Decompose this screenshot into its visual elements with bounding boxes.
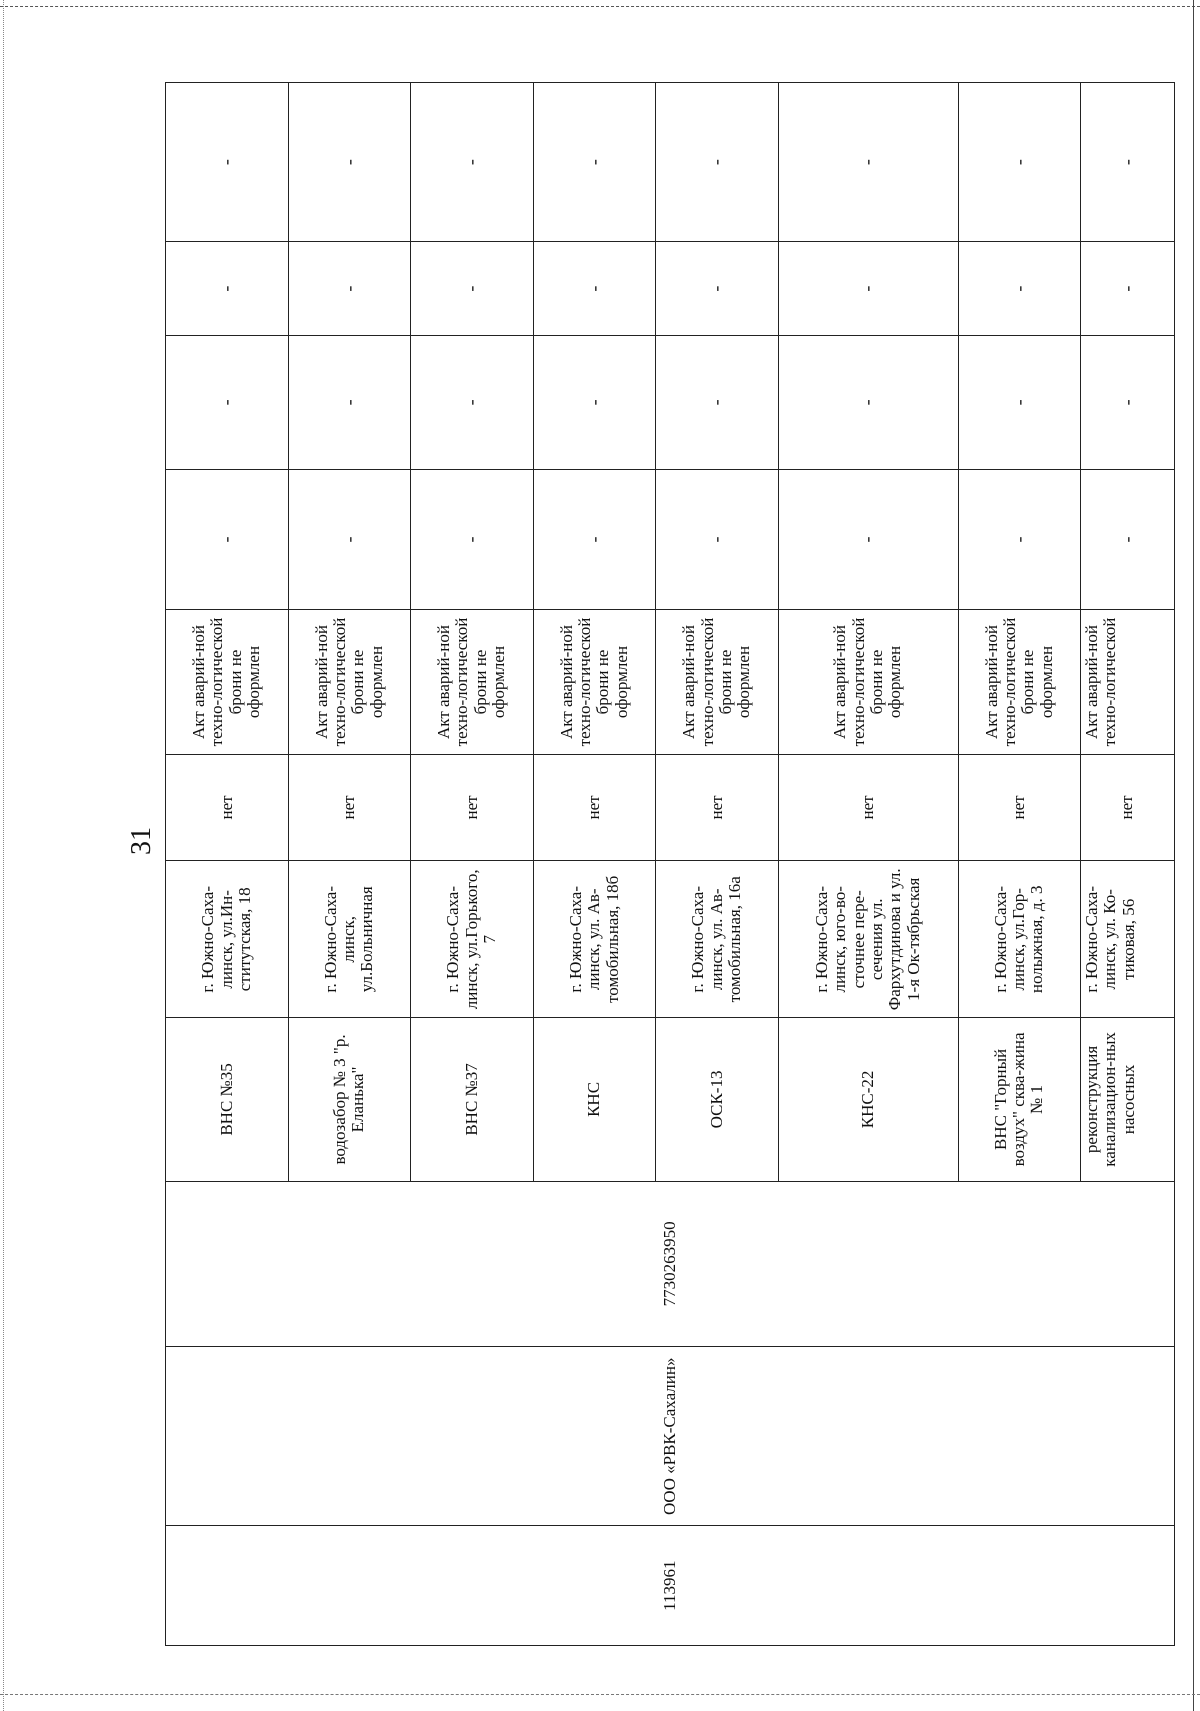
cell-address: [778, 861, 958, 1018]
dash-value: -: [216, 159, 237, 166]
cell-note: [288, 610, 411, 754]
cell-empty-3: [656, 242, 779, 336]
cell-flag: [778, 754, 958, 861]
note-text: Акт аварий-ной техно-логической: [1082, 617, 1120, 747]
cell-empty-4: [533, 83, 656, 242]
cell-empty-2: [533, 336, 656, 469]
cell-empty-4: [656, 83, 779, 242]
cell-empty-3: [958, 242, 1081, 336]
cell-flag: [656, 754, 779, 861]
cell-empty-3: [1081, 242, 1175, 336]
dash-value: -: [706, 285, 727, 292]
cell-empty-3: [778, 242, 958, 336]
note-text: Акт аварий-ной техно-логической брони не оформлен: [311, 617, 386, 747]
dash-value: -: [1008, 399, 1029, 406]
note-text: Акт аварий-ной техно-логической брони не оформлен: [981, 617, 1056, 747]
dash-value: -: [583, 159, 604, 166]
dash-value: -: [706, 159, 727, 166]
dash-value: -: [583, 399, 604, 406]
object-address: г. Южно-Саха-линск, ул. Ав-томобильная, 18б: [565, 875, 622, 1003]
dash-value: -: [461, 159, 482, 166]
dash-value: -: [1116, 159, 1137, 166]
dash-value: -: [706, 536, 727, 543]
object-name: КНС: [584, 1081, 604, 1117]
table-frame: [165, 82, 1175, 1646]
flag-value: нет: [1009, 795, 1029, 820]
reg-number: 113961: [659, 1560, 679, 1611]
dash-value: -: [583, 285, 604, 292]
cell-empty-4: [166, 83, 289, 242]
cell-empty-1: [166, 469, 289, 610]
cell-empty-3: [288, 242, 411, 336]
rotated-table-container: [165, 82, 1175, 1646]
dash-value: -: [857, 159, 878, 166]
flag-value: нет: [339, 795, 359, 820]
dash-value: -: [857, 285, 878, 292]
dash-value: -: [1008, 536, 1029, 543]
flag-value: нет: [1117, 795, 1137, 820]
dash-value: -: [216, 399, 237, 406]
cell-note: [533, 610, 656, 754]
object-address: г. Южно-Саха-линск, ул.Ин-ститутская, 18: [198, 886, 254, 993]
cell-note: [411, 610, 534, 754]
flag-value: нет: [216, 795, 236, 820]
cell-object: [778, 1018, 958, 1181]
dash-value: -: [216, 536, 237, 543]
scan-edge-bottom: [0, 1694, 1200, 1696]
cell-empty-4: [411, 83, 534, 242]
cell-empty-3: [533, 242, 656, 336]
cell-inn: [166, 1181, 1175, 1346]
page-number: 31: [126, 827, 157, 855]
dash-value: -: [857, 536, 878, 543]
org-name: ООО «РВК-Сахалин»: [659, 1357, 679, 1515]
scan-edge-right: [1193, 0, 1200, 1711]
cell-address: [958, 861, 1081, 1018]
cell-empty-1: [288, 469, 411, 610]
dash-value: -: [461, 399, 482, 406]
flag-value: нет: [706, 795, 726, 820]
cell-object: [656, 1018, 779, 1181]
object-name: ВНС №35: [216, 1063, 236, 1136]
cell-address: [1081, 861, 1175, 1018]
cell-flag: [958, 754, 1081, 861]
object-name: реконструкция канализацион-ных насосных: [1082, 1032, 1138, 1167]
cell-empty-4: [958, 83, 1081, 242]
cell-note: [166, 610, 289, 754]
cell-empty-4: [288, 83, 411, 242]
note-text: Акт аварий-ной техно-логической брони не оформлен: [679, 617, 754, 747]
cell-empty-1: [656, 469, 779, 610]
cell-empty-2: [656, 336, 779, 469]
cell-empty-1: [1081, 469, 1175, 610]
cell-empty-1: [778, 469, 958, 610]
object-address: г. Южно-Саха-линск, ул.Горького, 7: [443, 869, 499, 1010]
table-row: [166, 83, 289, 1646]
cell-object: [958, 1018, 1081, 1181]
note-text: Акт аварий-ной техно-логической брони не оформлен: [556, 617, 631, 747]
cell-object: [166, 1018, 289, 1181]
object-address: г. Южно-Саха-линск, юго-во-сточнее пере-сечения ул. Фархутдинова и ул. 1-я Ок-тябрьская: [812, 868, 923, 1011]
dash-value: -: [338, 285, 359, 292]
object-name: водозабор № 3 "р. Еланька": [329, 1034, 368, 1165]
object-name: КНС-22: [857, 1070, 877, 1129]
cell-address: [533, 861, 656, 1018]
dash-value: -: [461, 285, 482, 292]
cell-empty-1: [533, 469, 656, 610]
note-text: Акт аварий-ной техно-логической брони не оформлен: [830, 617, 905, 747]
object-name: ОСК-13: [706, 1070, 726, 1129]
cell-empty-2: [411, 336, 534, 469]
dash-value: -: [857, 399, 878, 406]
dash-value: -: [1008, 159, 1029, 166]
dash-value: -: [338, 399, 359, 406]
dash-value: -: [1008, 285, 1029, 292]
cell-object: [288, 1018, 411, 1181]
cell-empty-2: [1081, 336, 1175, 469]
cell-note: [958, 610, 1081, 754]
flag-value: нет: [857, 795, 877, 820]
dash-value: -: [1116, 285, 1137, 292]
dash-value: -: [583, 536, 604, 543]
cell-empty-4: [778, 83, 958, 242]
cell-flag: [1081, 754, 1175, 861]
object-name: ВНС №37: [461, 1063, 481, 1136]
scan-edge-top: [0, 0, 1200, 7]
dash-value: -: [216, 285, 237, 292]
cell-note: [1081, 610, 1175, 754]
cell-flag: [533, 754, 656, 861]
cell-org-name: [166, 1347, 1175, 1526]
cell-address: [288, 861, 411, 1018]
cell-empty-4: [1081, 83, 1175, 242]
dash-value: -: [461, 536, 482, 543]
cell-reg-number: [166, 1526, 1175, 1646]
cell-empty-1: [958, 469, 1081, 610]
inn: 7730263950: [659, 1221, 679, 1307]
table-body: [166, 83, 1175, 1646]
dash-value: -: [338, 159, 359, 166]
cell-address: [166, 861, 289, 1018]
cell-flag: [288, 754, 411, 861]
object-address: г. Южно-Саха-линск, ул. Ав-томобильная, 16а: [688, 876, 745, 1003]
cell-flag: [166, 754, 289, 861]
object-name: ВНС "Горный воздух" сква-жина № 1: [990, 1032, 1047, 1167]
cell-object: [1081, 1018, 1175, 1181]
cell-empty-3: [166, 242, 289, 336]
cell-empty-2: [778, 336, 958, 469]
cell-empty-2: [288, 336, 411, 469]
dash-value: -: [338, 536, 359, 543]
dash-value: -: [706, 399, 727, 406]
object-address: г. Южно-Саха-линск, ул.Больничная: [320, 886, 377, 993]
cell-object: [411, 1018, 534, 1181]
cell-empty-2: [958, 336, 1081, 469]
scan-edge-left: [0, 0, 4, 1711]
object-address: г. Южно-Саха-линск, ул.Гор-нолыжная, д. 3: [990, 885, 1047, 994]
note-text: Акт аварий-ной техно-логической брони не оформлен: [189, 617, 264, 747]
cell-note: [778, 610, 958, 754]
cell-empty-2: [166, 336, 289, 469]
cell-address: [656, 861, 779, 1018]
cell-object: [533, 1018, 656, 1181]
note-text: Акт аварий-ной техно-логической брони не оформлен: [434, 617, 509, 747]
object-address: г. Южно-Саха-линск, ул. Ко-тиковая, 56: [1082, 886, 1138, 993]
cell-empty-3: [411, 242, 534, 336]
flag-value: нет: [461, 795, 481, 820]
dash-value: -: [1116, 399, 1137, 406]
cell-flag: [411, 754, 534, 861]
cell-address: [411, 861, 534, 1018]
flag-value: нет: [584, 795, 604, 820]
dash-value: -: [1116, 536, 1137, 543]
cell-note: [656, 610, 779, 754]
cell-empty-1: [411, 469, 534, 610]
registry-table: [165, 82, 1175, 1646]
